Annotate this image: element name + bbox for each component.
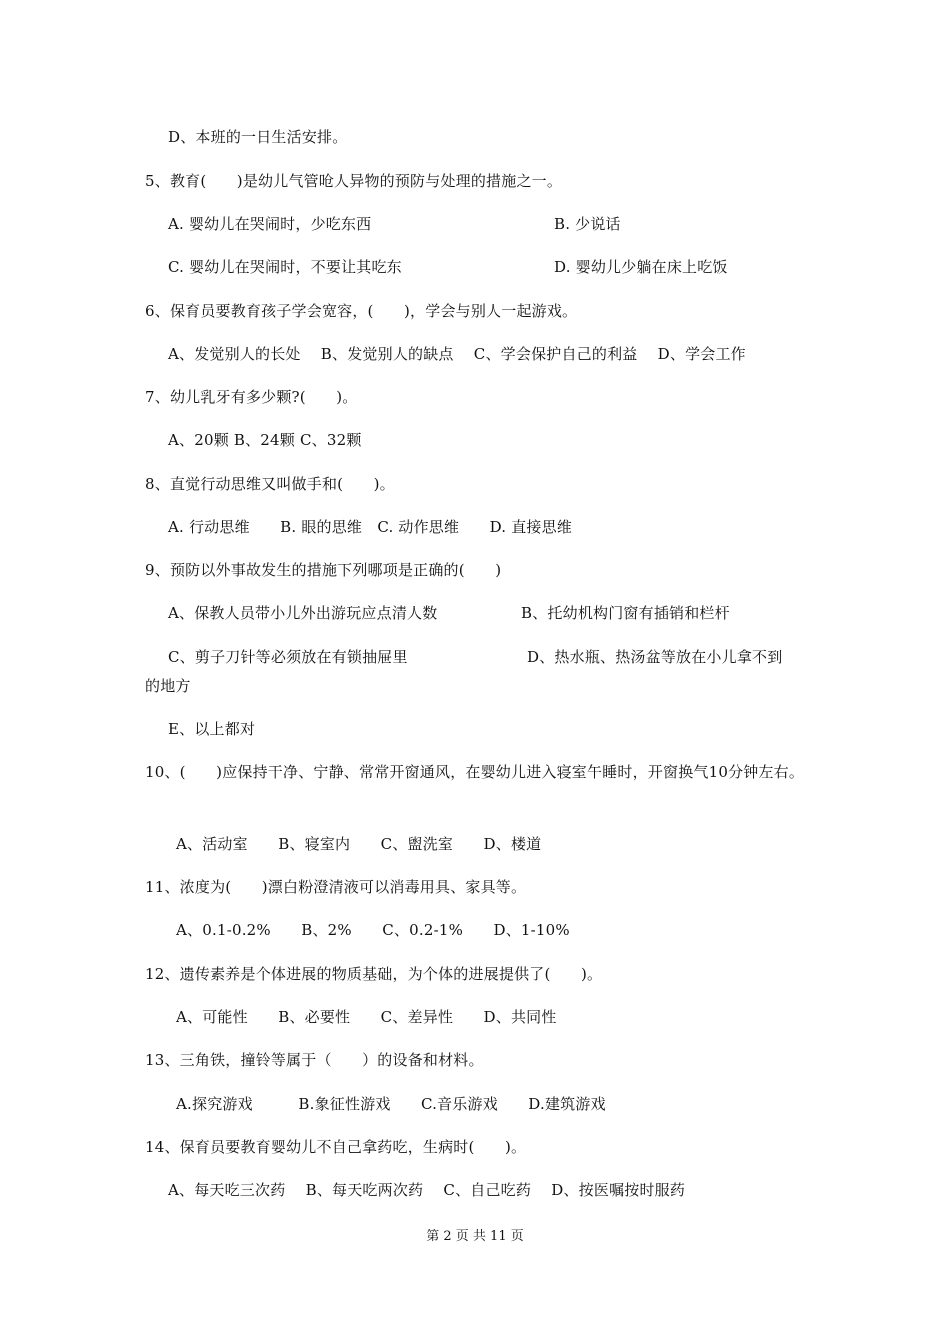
q5-option-b: B. 少说话 xyxy=(554,215,621,233)
q8-options: A. 行动思维 B. 眼的思维 C. 动作思维 D. 直接思维 xyxy=(168,518,573,536)
q9-option-d-continued: 的地方 xyxy=(145,677,191,695)
q12-options: A、可能性 B、必要性 C、差异性 D、共同性 xyxy=(176,1008,557,1026)
question-13: 13、三角铁，撞铃等属于（ ）的设备和材料。 xyxy=(145,1051,484,1069)
q9-option-b: B、托幼机构门窗有插销和栏杆 xyxy=(521,604,730,622)
q5-option-d: D. 婴幼儿少躺在床上吃饭 xyxy=(554,258,728,276)
question-7: 7、幼儿乳牙有多少颗?( )。 xyxy=(145,388,358,406)
question-14: 14、保育员要教育婴幼儿不自己拿药吃，生病时( )。 xyxy=(145,1138,527,1156)
question-9: 9、预防以外事故发生的措施下列哪项是正确的( ) xyxy=(145,561,502,579)
q6-options: A、发觉别人的长处 B、发觉别人的缺点 C、学会保护自己的利益 D、学会工作 xyxy=(168,345,746,363)
q11-options: A、0.1-0.2% B、2% C、0.2-1% D、1-10% xyxy=(176,921,570,939)
question-6: 6、保育员要教育孩子学会宽容，( )，学会与别人一起游戏。 xyxy=(145,302,578,320)
q7-options: A、20颗 B、24颗 C、32颗 xyxy=(168,431,362,449)
q14-options: A、每天吃三次药 B、每天吃两次药 C、自己吃药 D、按医嘱按时服药 xyxy=(168,1181,686,1199)
question-8: 8、直觉行动思维又叫做手和( )。 xyxy=(145,475,395,493)
q13-options: A.探究游戏 B.象征性游戏 C.音乐游戏 D.建筑游戏 xyxy=(176,1095,606,1113)
question-5: 5、教育( )是幼儿气管呛人异物的预防与处理的措施之一。 xyxy=(145,172,563,190)
q9-option-e: E、以上都对 xyxy=(168,720,256,738)
q4-option-d: D、本班的一日生活安排。 xyxy=(168,128,348,146)
q10-options: A、活动室 B、寝室内 C、盥洗室 D、楼道 xyxy=(176,835,542,853)
page-number-footer: 第 2 页 共 11 页 xyxy=(426,1229,524,1244)
question-10: 10、( )应保持干净、宁静、常常开窗通风，在婴幼儿进入寝室午睡时，开窗换气10分钟左右。 xyxy=(145,763,805,781)
question-12: 12、遗传素养是个体进展的物质基础，为个体的进展提供了( )。 xyxy=(145,965,603,983)
q9-option-c: C、剪子刀针等必须放在有锁抽屉里 xyxy=(168,648,408,666)
q5-option-a: A. 婴幼儿在哭闹时，少吃东西 xyxy=(168,215,372,233)
q5-option-c: C. 婴幼儿在哭闹时，不要让其吃东 xyxy=(168,258,402,276)
q9-option-d: D、热水瓶、热汤盆等放在小儿拿不到 xyxy=(527,648,783,666)
question-11: 11、浓度为( )漂白粉澄清液可以消毒用具、家具等。 xyxy=(145,878,527,896)
q9-option-a: A、保教人员带小儿外出游玩应点清人数 xyxy=(168,604,438,622)
